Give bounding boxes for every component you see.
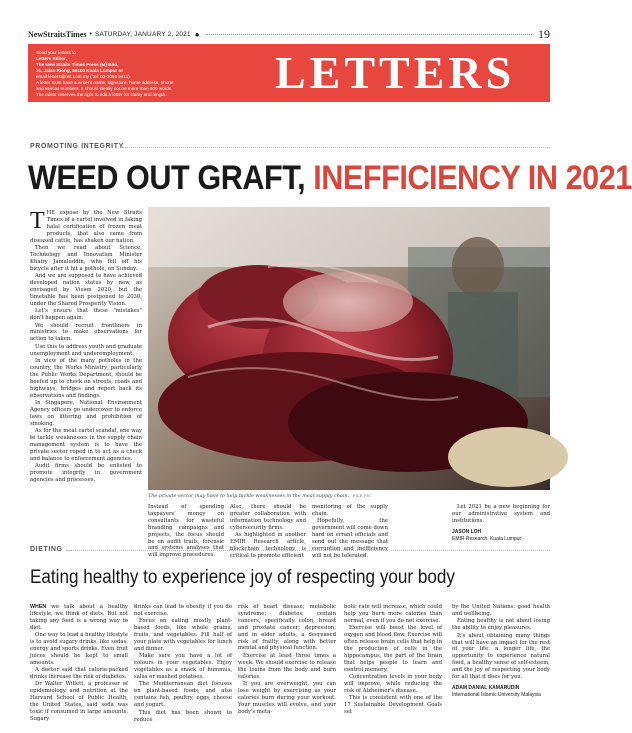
paragraph: Dr Walter Willett, a professor of epidemiology and nutrition at the Harvard School of Public Health, the United States, said soda was toxic if consumed in large amounts. Sugary <box>30 681 128 722</box>
paragraph: It's about obtaining many things that will have an impact for the rest of your life: a longer life, the opportunity to experience natural food, a healthy sense of self-esteem, and the joy of respecting your body for all that it does for you. <box>452 632 550 681</box>
paragraph: Hopefully, the government will come down hard on errant officials and send out the message that corruption and inefficiency will not be tolerated. <box>312 518 388 559</box>
letter1-affiliation: EMIR Research, Kuala Lumpur <box>452 535 522 542</box>
letters-banner <box>28 44 550 102</box>
paragraph: Let's ensure that these "mistakes" don't happen again. <box>30 308 142 322</box>
paragraph: by the United Nations: good health and wellbeing. <box>452 604 550 617</box>
paragraph: Focus on eating mostly plant-based foods, like whole grains, fruits, and vegetables. Fill half of your plate with vegetables for lunch and dinner. <box>134 618 232 652</box>
submission-info-line: Send your letters to <box>36 50 76 55</box>
submission-info <box>36 50 241 98</box>
letter1-col1-text <box>30 210 142 484</box>
header-rule <box>206 34 532 35</box>
letter2-column-5 <box>452 604 550 699</box>
paragraph: HE expose by the New Straits Times of a cartel involved in faking halal certification of frozen meat products, that also came from diseased cattle, has shaken our nation. <box>30 210 142 244</box>
paragraph: And we are supposed to have achieved developed nation status by now, as envisaged by Vision 2020, but the timetable has been postponed to 2030, under the Shared Prosperity Vision. <box>30 273 142 307</box>
paragraph: Make sure you have a lot of colours in your vegetables. Enjoy vegetables as a snack of hummus, salsa or mashed potatoes. <box>134 653 232 681</box>
paragraph: In Singapore, National Environment Agency officers go undercover to enforce laws on littering and prohibition of smoking. <box>30 399 142 427</box>
letter2-column-4 <box>344 604 442 717</box>
publication-name: NewStraitsTimes <box>28 29 87 39</box>
page-number: 19 <box>538 26 550 41</box>
caption-credit: FILE PIC <box>352 493 372 498</box>
letter2-headline: Eating healthy to experience joy of respecting your body <box>30 567 455 588</box>
paragraph: Instead of spending taxpayers' money on consultants for wasteful branding campaigns and projects, the focus should be on audit trails, forensic and systems analyses that will improve procedures. <box>148 504 224 559</box>
paragraph: monitoring of the supply chain. <box>312 504 388 517</box>
paragraph: As highlighted in another EMIR Research article, blockchain technology is critical to promote efficient <box>230 532 306 559</box>
paragraph: Exercise will boost the level of oxygen and blood flow. Exercise will often release brain cells that help in the production of cells in the hippocampus, the part of the brain that helps people to learn and control memory. <box>344 625 442 673</box>
letter1-column-2 <box>148 504 224 560</box>
paragraph: The Mediterranean diet focuses on plant-based foods, and also contains fish, poultry, eggs, cheese and yogurt. <box>134 681 232 709</box>
submission-info-line: Letters Editor, <box>36 56 67 61</box>
paragraph: risk of heart disease; metabolic syndrome; diabetes; certain cancers, specifically colon, breast and prostate cancer; depression; and in older adults, a decreased risk of frailty, along with better mental and physical function. <box>238 604 336 652</box>
letter1-column-1 <box>30 210 142 540</box>
submission-info-line: 31, Jalan Riong, 59100 Kuala Lumpur or <box>36 68 124 73</box>
meat-image <box>148 207 550 490</box>
letter2-column-2 <box>134 604 232 724</box>
paragraph: As for the meat cartel scandal, one way to tackle weaknesses in the supply chain management system is to have the private sector roped in to act as a check and balance to enforcement agencies. <box>30 428 142 462</box>
paragraph: Also, there should be greater collaboration with information technology and cybersecurity firms. <box>230 504 306 531</box>
letter1-kicker: PROMOTING INTEGRITY <box>30 143 124 150</box>
letter2-affiliation: International Islamic University Malaysia <box>452 691 541 698</box>
paragraph: Exercise at least three times a week. We should exercise to release the toxins from the body and burn calories. <box>238 652 336 680</box>
submission-info-line: and MyKad numbers. It should ideally not be more than 500 words. <box>36 86 173 91</box>
paragraph: We should recruit frontliners in ministries to make observations for action to taken. <box>30 322 142 343</box>
meat-photo <box>148 207 550 490</box>
submission-info-line: email letters@nst.com.my (Tel: 03-2056 9411). <box>36 74 131 79</box>
letter2-column-3 <box>238 604 336 716</box>
submission-info-line: A letter must have a writer's name, signature, home address, phone <box>36 80 174 85</box>
letter2-column-1 <box>30 604 128 723</box>
letter1-column-5 <box>452 504 550 543</box>
letter1-headline <box>28 160 632 196</box>
lead-word: WHEN <box>30 604 47 610</box>
drop-cap: T <box>30 208 45 234</box>
paragraph: Use this to address youth and graduate unemployment and underemployment. <box>30 343 142 357</box>
letter2-author: ADAM DANIAL KAMARUDIN <box>452 684 520 691</box>
paragraph: Eating healthy is not about losing the ability to enjoy pleasures. <box>452 618 550 632</box>
letter1-column-3 <box>230 504 306 560</box>
paragraph: A doctor said that calorie-packed drinks increase the risk of diabetes. <box>30 667 128 681</box>
paragraph: WHEN we talk about a healthy lifestyle, we think of diets. But not taking any food is a wrong way to diet. <box>30 604 128 631</box>
paragraph: Audit firms should be enlisted to promote integrity in government agencies and processes. <box>30 463 142 483</box>
section-title: LETTERS <box>275 47 516 98</box>
page-header: NewStraitsTimes • SATURDAY, JANUARY 2, 2021 ● 19 <box>28 26 550 41</box>
paragraph: Concentration levels in your body will improve, while reducing the risk of Alzheimer's disease. <box>344 674 442 694</box>
letter1-author: JASON LOH <box>452 528 482 535</box>
caption-text: The private sector may have to help tackle weaknesses in the meat supply chain. <box>148 493 350 499</box>
submission-info-line: The editor reserves the right to edit a letter for clarity and length. <box>36 92 167 97</box>
paragraph: Then we read about Science, Technology and Innovation Minister Khairy Jamaluddin, who fell off his bicycle after it hit a pothole, on Sunday. <box>30 245 142 272</box>
kicker-rule <box>122 147 550 148</box>
submission-info-line: The New Straits Times Press (M) Bhd, <box>36 62 119 67</box>
photo-caption <box>148 493 371 499</box>
issue-date: SATURDAY, JANUARY 2, 2021 <box>94 30 191 38</box>
paragraph: One way to lead a healthy lifestyle is to avoid sugary drinks, like sodas, energy and sports drinks. Even fruit juices should be kept to small amounts. <box>30 632 128 666</box>
paragraph: Let 2021 be a new beginning for our administrative system and institutions. <box>452 504 550 524</box>
paragraph: If you are overweight, you can lose weight by exercising as your calories burn during your workout. Your muscles will evolve, and your body's meta- <box>238 680 336 715</box>
bullet-icon: ● <box>194 29 200 39</box>
kicker-rule <box>66 550 550 551</box>
letter1-column-4 <box>312 504 388 560</box>
headline-part-red: INEFFICIENCY IN 2021 <box>313 159 632 197</box>
headline-part-black: WEED OUT GRAFT, <box>28 159 306 197</box>
paragraph: bolic rate will increase, which could help you burn more calories than normal, even if you do not exercise. <box>344 604 442 624</box>
letter2-kicker: DIETING <box>30 546 63 553</box>
paragraph: drinks can lead to obesity if you do not exercise. <box>134 604 232 617</box>
paragraph: In view of the many potholes in the country, the Works Ministry, particularly the Public Works Department, should be beefed up to check on streets, roads and highways, bridges and report back its observations and findings. <box>30 358 142 399</box>
paragraph: This is consistent with one of the 17 Sustainable Development Goals set <box>344 695 442 716</box>
paragraph: This diet has been shown to reduce <box>134 709 232 723</box>
